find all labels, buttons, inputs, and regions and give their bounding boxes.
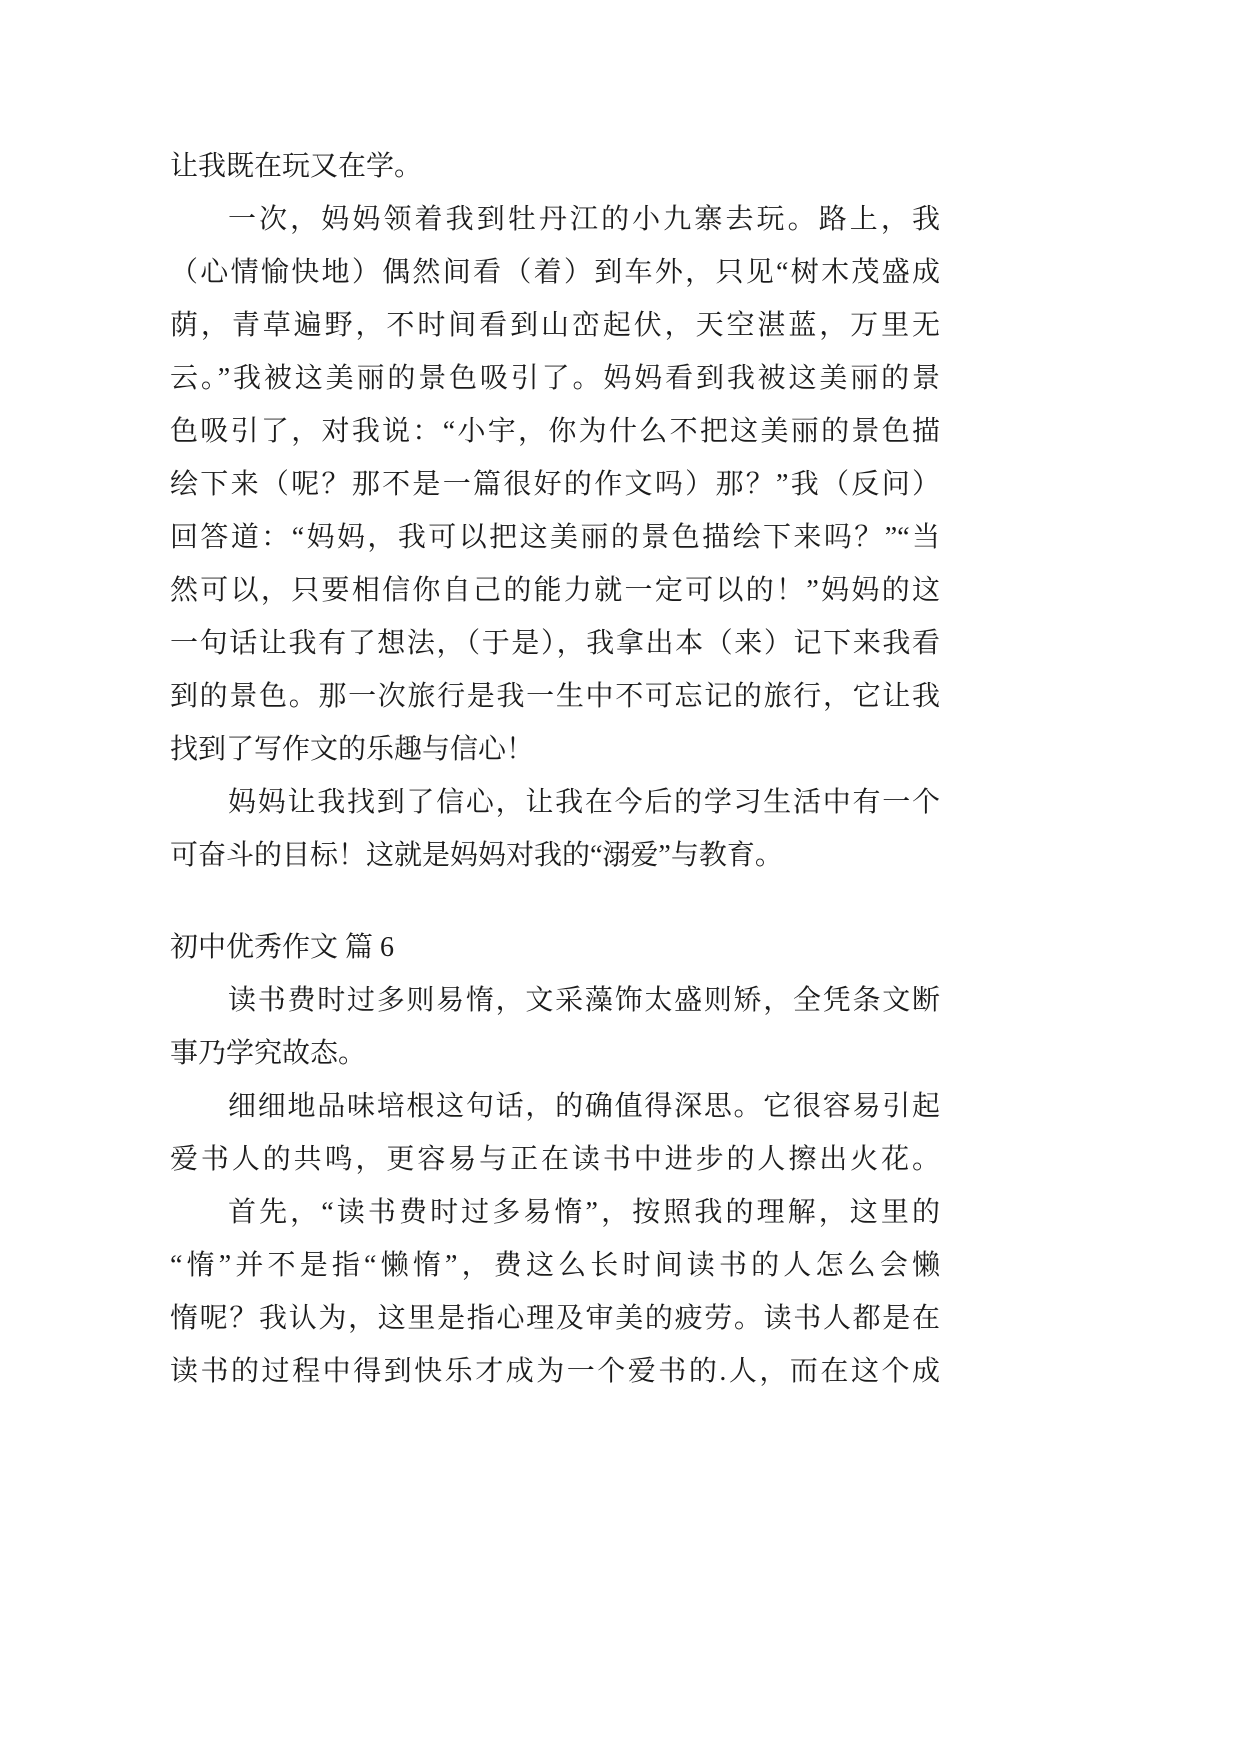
text-line: 云。”我被这美丽的景色吸引了。妈妈看到我被这美丽的景 bbox=[170, 363, 940, 394]
text-line: （心情愉快地）偶然间看（着）到车外，只见“树木茂盛成 bbox=[170, 257, 940, 288]
paragraph bbox=[170, 140, 940, 193]
document-body bbox=[170, 140, 940, 1398]
text-line: 然可以，只要相信你自己的能力就一定可以的！”妈妈的这 bbox=[170, 575, 940, 606]
section-heading: 初中优秀作文 篇 6 bbox=[170, 932, 395, 963]
text-line: “惰”并不是指“懒惰”，费这么长时间读书的人怎么会懒 bbox=[170, 1250, 940, 1281]
text-line: 妈妈让我找到了信心，让我在今后的学习生活中有一个 bbox=[228, 787, 940, 818]
text-line: 回答道：“妈妈，我可以把这美丽的景色描绘下来吗？”“当 bbox=[170, 522, 940, 553]
text-line: 荫，青草遍野，不时间看到山峦起伏，天空湛蓝，万里无 bbox=[170, 310, 940, 341]
text-line: 读书费时过多则易惰，文采藻饰太盛则矫，全凭条文断 bbox=[228, 985, 940, 1016]
paragraph bbox=[170, 1186, 940, 1398]
paragraph bbox=[170, 193, 940, 776]
text-line: 爱书人的共鸣，更容易与正在读书中进步的人擦出火花。 bbox=[170, 1144, 940, 1175]
text-line: 可奋斗的目标！这就是妈妈对我的“溺爱”与教育。 bbox=[170, 840, 783, 871]
text-line: 绘下来（呢？那不是一篇很好的作文吗）那？”我（反问） bbox=[170, 469, 940, 500]
text-line: 首先，“读书费时过多易惰”，按照我的理解，这里的 bbox=[228, 1197, 940, 1228]
paragraph bbox=[170, 776, 940, 882]
text-line: 读书的过程中得到快乐才成为一个爱书的.人，而在这个成 bbox=[170, 1356, 940, 1387]
paragraph bbox=[170, 974, 940, 1080]
text-line: 让我既在玩又在学。 bbox=[170, 151, 423, 182]
paragraph bbox=[170, 1080, 940, 1186]
text-line: 惰呢？我认为，这里是指心理及审美的疲劳。读书人都是在 bbox=[170, 1303, 940, 1334]
text-line: 到的景色。那一次旅行是我一生中不可忘记的旅行，它让我 bbox=[170, 681, 940, 712]
text-line: 细细地品味培根这句话，的确值得深思。它很容易引起 bbox=[228, 1091, 940, 1122]
text-line: 找到了写作文的乐趣与信心！ bbox=[170, 734, 535, 765]
text-line: 一句话让我有了想法，（于是），我拿出本（来）记下来我看 bbox=[170, 628, 940, 659]
text-line: 一次，妈妈领着我到牡丹江的小九寨去玩。路上，我 bbox=[228, 204, 940, 235]
text-line: 色吸引了，对我说：“小宇，你为什么不把这美丽的景色描 bbox=[170, 416, 940, 447]
text-line: 事乃学究故态。 bbox=[170, 1038, 367, 1069]
